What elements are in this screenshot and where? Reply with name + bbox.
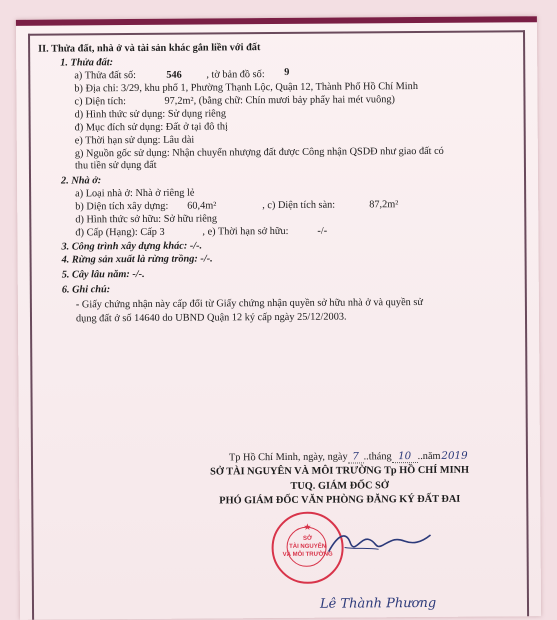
- build-area-value: 60,4m²: [187, 200, 217, 212]
- area-value: 97,2m², (bằng chữ: Chín mươi bảy phẩy hai mét vuông): [164, 94, 395, 107]
- date-year: 2019: [441, 449, 468, 462]
- issue-date: Tp Hồ Chí Minh, ngày, ngày 7 ..tháng 10 ..năm2019: [228, 449, 468, 464]
- seal-text-mid: TÀI NGUYÊN: [289, 543, 327, 550]
- date-month-label: tháng: [368, 451, 392, 463]
- use-form: d) Hình thức sử dụng: Sử dụng riêng: [74, 108, 227, 121]
- map-number: 9: [284, 66, 290, 78]
- origin-line-1: g) Nguồn gốc sử dụng: Nhận chuyển nhượng đất được Công nhận QSDĐ như giao đất có: [74, 145, 444, 160]
- map-label: , tờ bản đồ số:: [206, 69, 265, 81]
- top-border-bar: [16, 16, 537, 26]
- ownership-term-label: , e) Thời hạn sở hữu:: [202, 225, 289, 238]
- production-forest: 4. Rừng sản xuất là rừng trồng: -/-.: [61, 253, 213, 266]
- signature-line-3: PHÓ GIÁM ĐỐC VĂN PHÒNG ĐĂNG KÝ ĐẤT ĐAI: [219, 493, 461, 507]
- notes-line-1: - Giấy chứng nhận này cấp đổi từ Giấy chứng nhận quyền sở hữu nhà ở và quyền sử: [75, 296, 423, 311]
- house-heading: 2. Nhà ở:: [60, 175, 102, 187]
- land-heading: 1. Thửa đất:: [60, 57, 114, 69]
- signature-line-2: TUQ. GIÁM ĐỐC SỞ: [290, 480, 389, 492]
- use-purpose: đ) Mục đích sử dụng: Đất ở tại đô thị: [74, 121, 228, 134]
- notes-line-2: dụng đất ở số 14640 do UBND Quận 12 ký cấp ngày 25/12/2003.: [75, 311, 347, 325]
- certificate-page: [16, 16, 541, 620]
- floor-area-label: , c) Diện tích sàn:: [262, 199, 336, 212]
- handwritten-signature-icon: [324, 523, 434, 564]
- use-term: e) Thời hạn sử dụng: Lâu dài: [74, 134, 195, 147]
- signer-name: Lê Thành Phương: [319, 595, 437, 612]
- parcel-label: a) Thửa đất số:: [74, 69, 137, 82]
- parcel-number: 546: [166, 69, 182, 81]
- section-title: II. Thửa đất, nhà ở và tài sản khác gắn liền với đất: [38, 42, 261, 55]
- date-day: 7: [348, 450, 364, 463]
- address-line: b) Địa chỉ: 3/29, khu phố 1, Phường Thạnh Lộc, Quận 12, Thành Phố Hồ Chí Minh: [74, 81, 418, 95]
- date-year-label: năm: [422, 450, 441, 462]
- other-construction: 3. Công trình xây dựng khác: -/-.: [61, 240, 203, 253]
- seal-text-bottom: VÀ MÔI TRƯỜNG: [282, 551, 333, 558]
- signature-line-1: SỞ TÀI NGUYÊN VÀ MÔI TRƯỜNG Tp HỒ CHÍ MINH: [210, 464, 470, 478]
- floor-area-value: 87,2m²: [369, 199, 399, 211]
- perennial-trees: 5. Cây lâu năm: -/-.: [61, 268, 145, 281]
- ownership-form: d) Hình thức sở hữu: Sở hữu riêng: [75, 213, 218, 226]
- area-label: c) Diện tích:: [74, 96, 126, 108]
- build-area-label: b) Diện tích xây dựng:: [75, 200, 169, 213]
- notes-heading: 6. Ghi chú:: [61, 284, 111, 296]
- date-prefix: Tp Hồ Chí Minh, ngày: [228, 451, 323, 464]
- seal-text-top: SỞ: [302, 535, 313, 542]
- house-type: a) Loại nhà ở: Nhà ở riêng lẻ: [75, 187, 195, 200]
- origin-line-2: thu tiền sử dụng đất: [74, 159, 157, 172]
- ownership-term-value: -/-: [317, 225, 328, 237]
- house-grade: đ) Cấp (Hạng): Cấp 3: [75, 226, 165, 239]
- date-month: 10: [392, 450, 418, 463]
- star-icon: ★: [303, 521, 312, 532]
